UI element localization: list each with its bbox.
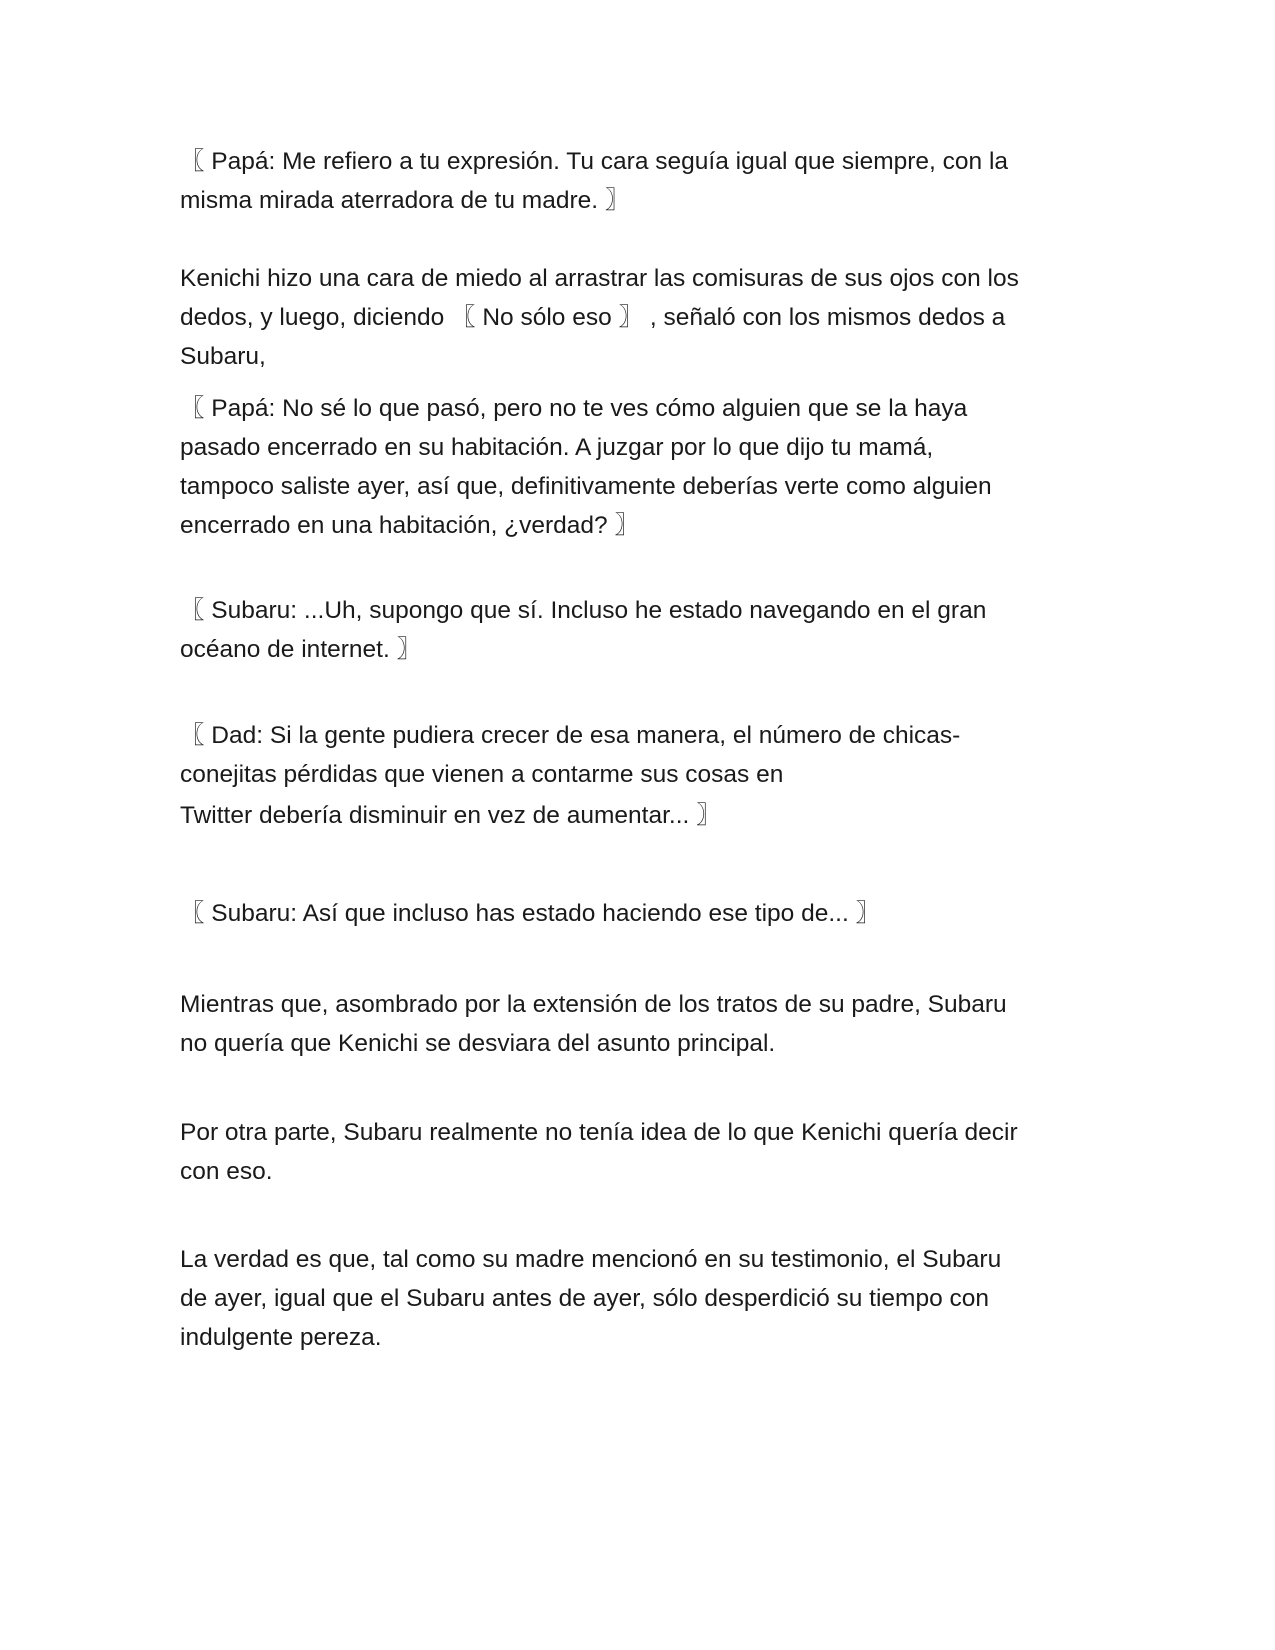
paragraph-kenichi-miedo xyxy=(180,259,1100,376)
text-line: 〖 Dad: Si la gente pudiera crecer de esa manera, el número de chicas- xyxy=(180,722,961,749)
text-line: dedos, y luego, diciendo 〖 No sólo eso 〗 , señaló con los mismos dedos a xyxy=(180,304,1006,331)
text-line: océano de internet. 〗 xyxy=(180,636,422,663)
paragraph-mientras-que xyxy=(180,985,1100,1063)
text-line: conejitas pérdidas que vienen a contarme sus cosas en xyxy=(180,761,784,788)
text-line: 〖 Subaru: Así que incluso has estado haciendo ese tipo de... 〗 xyxy=(180,900,881,927)
text-line: 〖 Papá: No sé lo que pasó, pero no te ves cómo alguien que se la haya xyxy=(180,395,968,422)
text-line: La verdad es que, tal como su madre mencionó en su testimonio, el Subaru xyxy=(180,1246,1002,1273)
paragraph-subaru-asi-que xyxy=(180,894,1100,933)
paragraph-dad-gente xyxy=(180,716,1100,835)
text-line: misma mirada aterradora de tu madre. 〗 xyxy=(180,187,630,214)
text-line: con eso. xyxy=(180,1158,273,1185)
text-line: Twitter debería disminuir en vez de aumentar... 〗 xyxy=(180,802,721,829)
paragraph-papa-no-se xyxy=(180,389,1100,545)
text-line: Kenichi hizo una cara de miedo al arrastrar las comisuras de sus ojos con los xyxy=(180,265,1019,292)
text-line: Mientras que, asombrado por la extensión de los tratos de su padre, Subaru xyxy=(180,991,1007,1018)
text-line: tampoco saliste ayer, así que, definitivamente deberías verte como alguien xyxy=(180,473,992,500)
text-line: 〖 Subaru: ...Uh, supongo que sí. Incluso he estado navegando en el gran xyxy=(180,597,987,624)
paragraph-la-verdad xyxy=(180,1240,1100,1357)
paragraph-por-otra-parte xyxy=(180,1113,1100,1191)
text-line: encerrado en una habitación, ¿verdad? 〗 xyxy=(180,512,639,539)
text-line: pasado encerrado en su habitación. A juzgar por lo que dijo tu mamá, xyxy=(180,434,934,461)
text-line: 〖 Papá: Me refiero a tu expresión. Tu cara seguía igual que siempre, con la xyxy=(180,148,1009,175)
text-line: de ayer, igual que el Subaru antes de ayer, sólo desperdició su tiempo con xyxy=(180,1285,990,1312)
text-line: indulgente pereza. xyxy=(180,1324,382,1351)
paragraph-subaru-supongo xyxy=(180,591,1100,669)
paragraph-papa-expresion xyxy=(180,142,1100,220)
text-line: Subaru, xyxy=(180,343,266,370)
text-line: no quería que Kenichi se desviara del asunto principal. xyxy=(180,1030,776,1057)
text-line: Por otra parte, Subaru realmente no tenía idea de lo que Kenichi quería decir xyxy=(180,1119,1018,1146)
